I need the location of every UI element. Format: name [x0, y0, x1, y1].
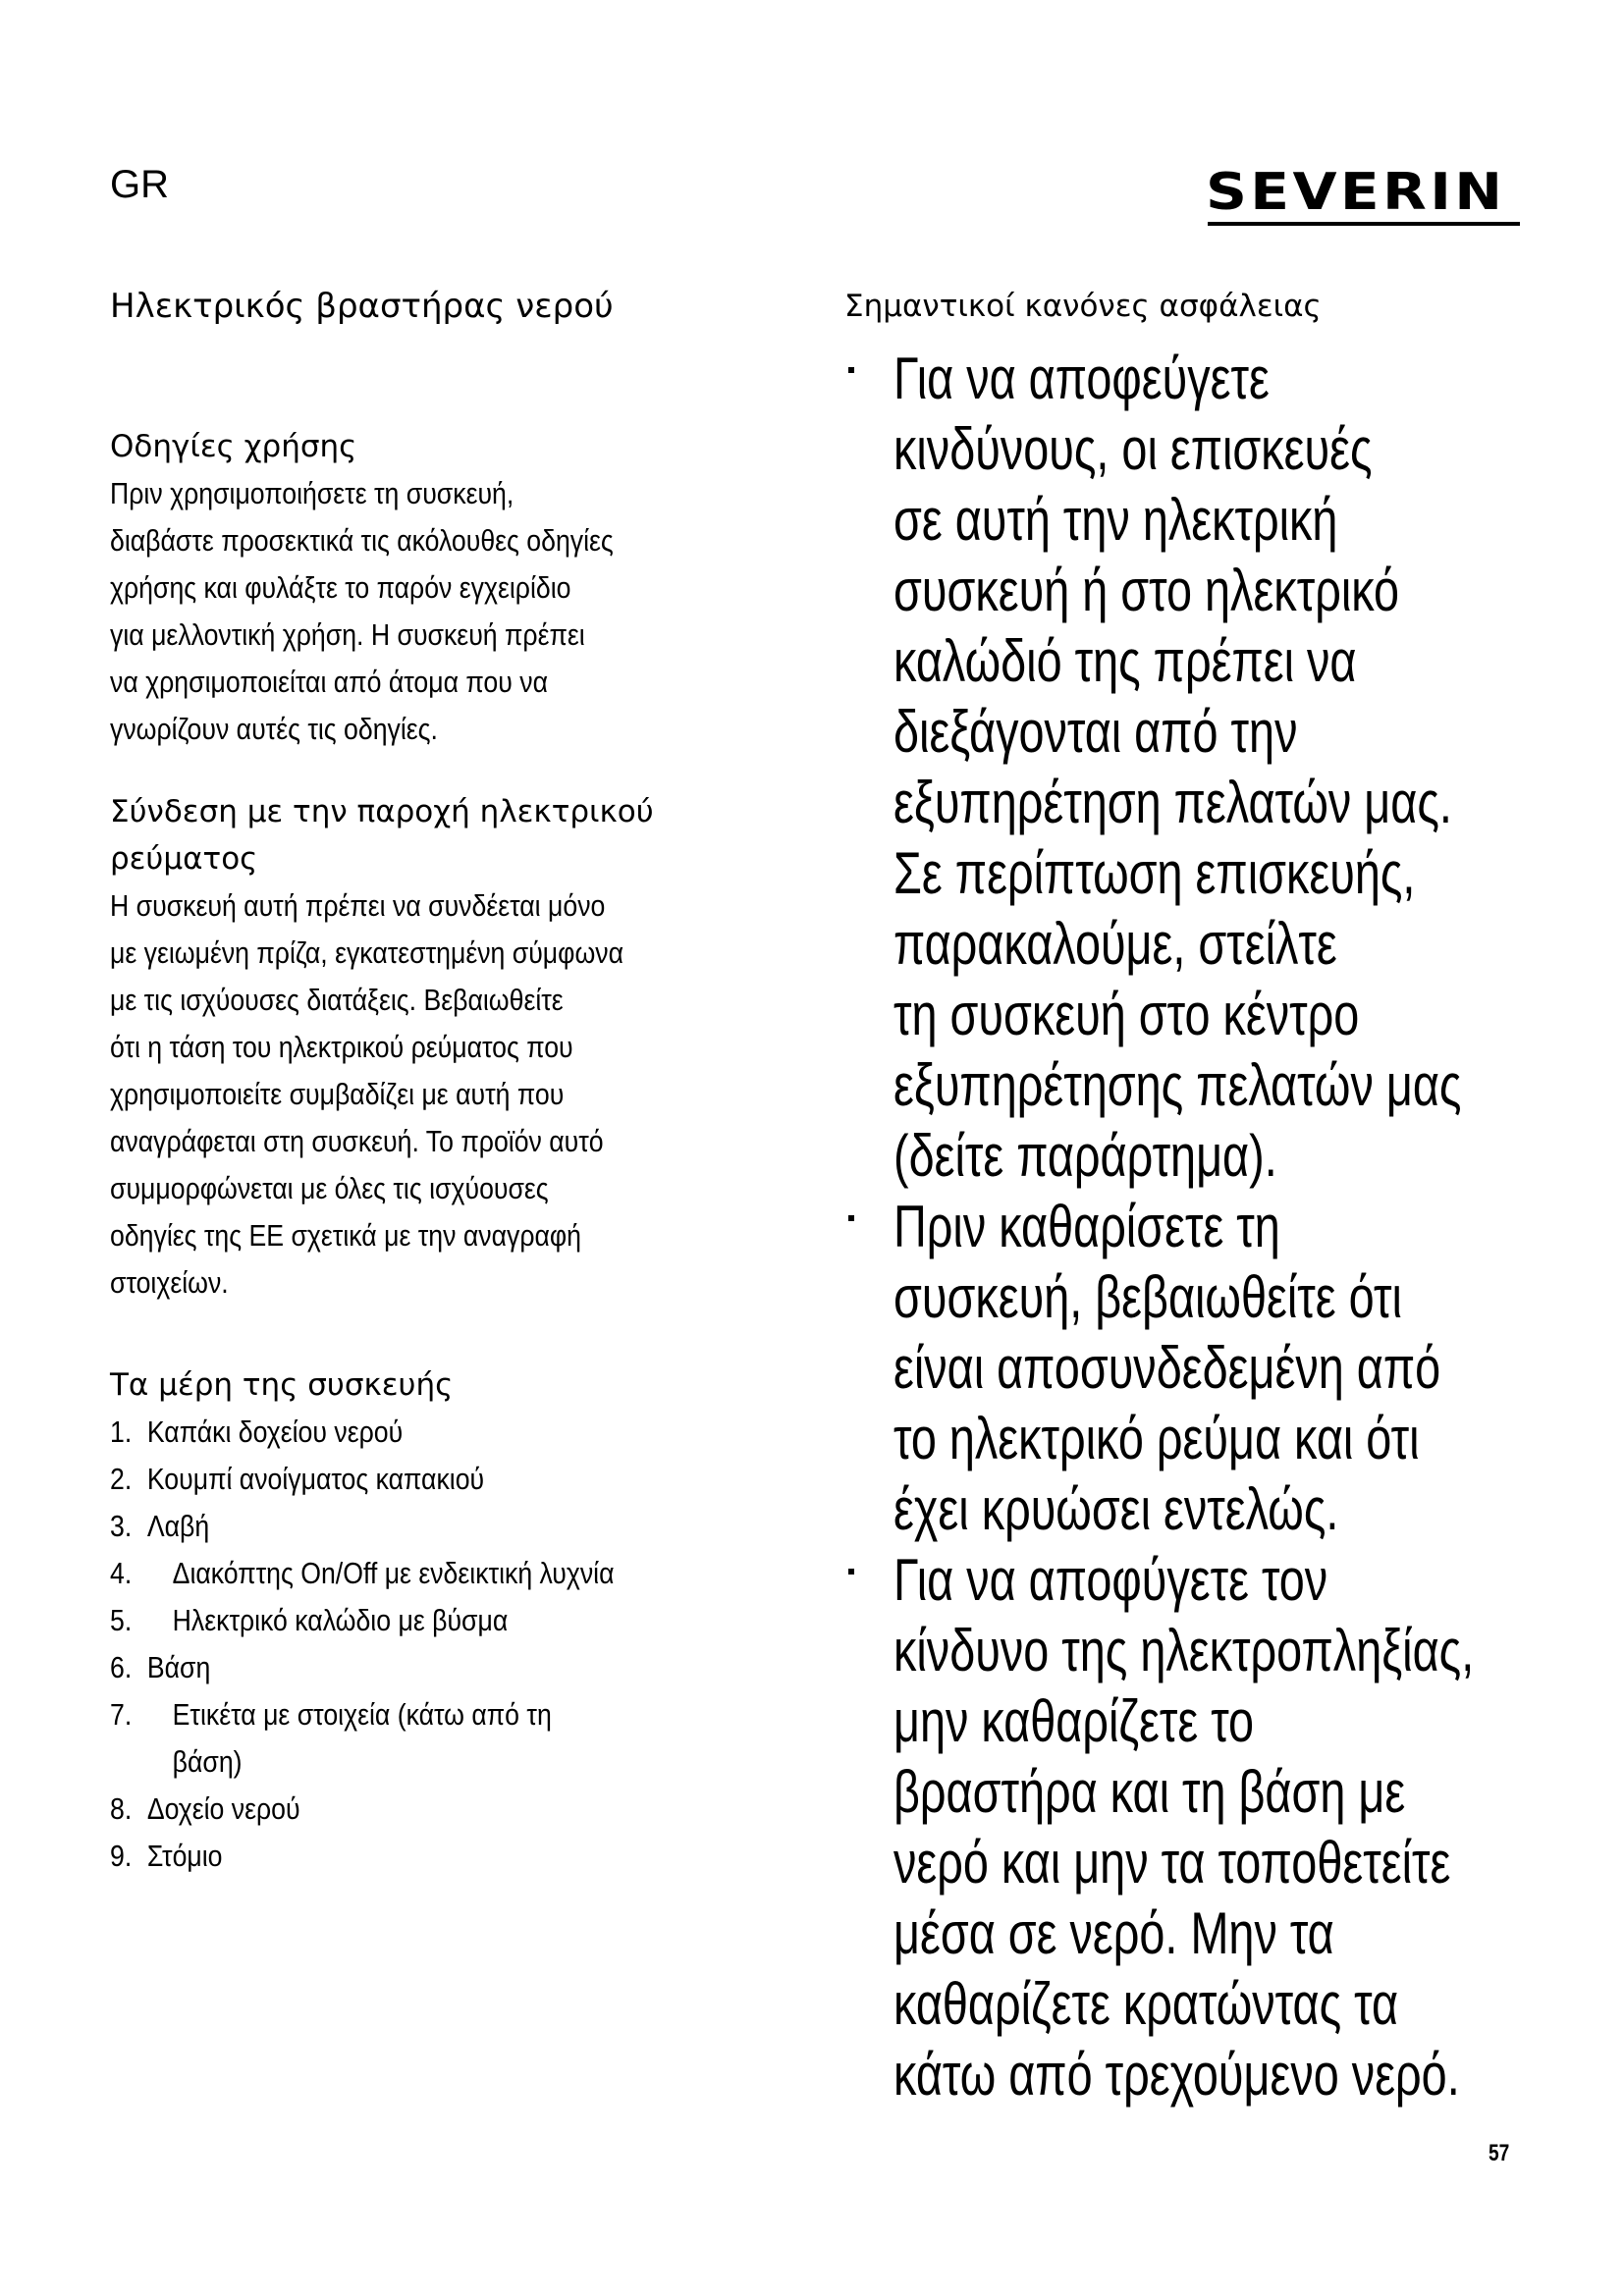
parts-list: [110, 1409, 785, 1880]
bullet-icon: [848, 1215, 854, 1221]
text-line: με γειωμένη πρίζα, εγκατεστημένη σύμφωνα: [110, 934, 624, 970]
item-text: Καπάκι δοχείου νερού: [146, 1414, 404, 1449]
safety-rule-text: Πριν καθαρίσετε τη συσκευή, βεβαιωθείτε ότι είναι αποσυνδεδεμένη από το ηλεκτρικό ρεύμα και ότι έχει κρυώσει εντελώς.: [893, 1194, 1441, 1542]
list-item: [110, 1456, 785, 1503]
list-item: [110, 1786, 785, 1833]
item-text: Βάση: [146, 1649, 211, 1684]
item-number: 3.: [110, 1508, 133, 1543]
brand-name: SEVERIN: [1206, 163, 1506, 222]
item-text: Λαβή: [146, 1508, 210, 1543]
safety-heading: Σημαντικοί κανόνες ασφάλειας: [844, 289, 1322, 324]
item-number: 2.: [110, 1461, 133, 1496]
severin-logo: [1206, 163, 1520, 226]
item-text: Ηλεκτρικό καλώδιο με βύσμα: [172, 1602, 509, 1637]
bullet-icon: [848, 367, 854, 373]
text-line: χρήσης και φυλάξτε το παρόν εγχειρίδιο: [110, 569, 571, 605]
text-line: γνωρίζουν αυτές τις οδηγίες.: [110, 711, 438, 746]
list-item: [844, 344, 1532, 1192]
list-item: [844, 1192, 1532, 1545]
item-number: 4.: [110, 1555, 133, 1590]
item-number: [110, 1738, 173, 1786]
page-number: 57: [1489, 2140, 1510, 2166]
text-line: διαβάστε προσεκτικά τις ακόλουθες οδηγίες: [110, 522, 614, 558]
power-heading: [110, 788, 817, 882]
text-line: χρησιμοποιείτε συμβαδίζει με αυτή που: [110, 1076, 565, 1111]
left-column: [110, 287, 817, 1880]
item-number: 9.: [110, 1838, 133, 1873]
item-text: βάση): [172, 1743, 243, 1779]
usage-instructions-section: [110, 423, 817, 753]
usage-text: [110, 470, 785, 753]
list-item: [110, 1738, 785, 1786]
list-item: [844, 1545, 1532, 2110]
text-line: με τις ισχύουσες διατάξεις. Βεβαιωθείτε: [110, 982, 564, 1017]
item-text: Στόμιο: [146, 1838, 223, 1873]
text-line: οδηγίες της ΕΕ σχετικά με την αναγραφή: [110, 1217, 582, 1253]
text-line: να χρησιμοποιείται από άτομα που να: [110, 664, 548, 699]
bullet-icon: [848, 1569, 854, 1575]
list-item: [110, 1691, 785, 1738]
safety-rules-list: [844, 344, 1532, 2110]
item-number: 8.: [110, 1790, 133, 1826]
usage-heading: Οδηγίες χρήσης: [110, 428, 357, 464]
text-line: ότι η τάση του ηλεκτρικού ρεύματος που: [110, 1029, 573, 1064]
logo-underline: [1208, 222, 1520, 226]
list-item: [110, 1503, 785, 1550]
item-number: 7.: [110, 1696, 133, 1732]
text-line: αναγράφεται στη συσκευή. Το προϊόν αυτό: [110, 1123, 604, 1158]
parts-section: [110, 1362, 817, 1880]
language-code: GR: [110, 163, 169, 206]
document-title: Ηλεκτρικός βραστήρας νερού: [110, 287, 614, 326]
list-item: [110, 1833, 785, 1880]
text-line: Η συσκευή αυτή πρέπει να συνδέεται μόνο: [110, 887, 606, 923]
text-line: συμμορφώνεται με όλες τις ισχύουσες: [110, 1170, 549, 1205]
safety-rule-text: Για να αποφεύγετε κινδύνους, οι επισκευές σε αυτή την ηλεκτρική συσκευή ή στο ηλεκτρικό καλώδιό της πρέπει να διεξάγονται από την εξυπηρέτηση πελατών μας. Σε περίπτωση επισκευής, παρακαλούμε, στείλτε τη συσκευή στο κέντρο εξυπηρέτησης πελατών μας (δείτε παράρτημα).: [893, 346, 1462, 1189]
power-connection-section: [110, 788, 817, 1307]
item-text: Κουμπί ανοίγματος καπακιού: [146, 1461, 485, 1496]
safety-rule-text: Για να αποφύγετε τον κίνδυνο της ηλεκτροπληξίας, μην καθαρίζετε το βραστήρα και τη βάση με νερό και μην τα τοποθετείτε μέσα σε νερό. Μην τα καθαρίζετε κρατώντας τα κάτω από τρεχούμενο νερό.: [893, 1547, 1475, 2108]
list-item: [110, 1644, 785, 1691]
power-heading-line: ρεύματος: [110, 840, 258, 877]
item-text: Δοχείο νερού: [146, 1790, 300, 1826]
parts-heading: Τα μέρη της συσκευής: [110, 1366, 454, 1403]
text-line: στοιχείων.: [110, 1264, 229, 1300]
item-number: 1.: [110, 1414, 133, 1449]
text-line: για μελλοντική χρήση. Η συσκευή πρέπει: [110, 616, 585, 652]
list-item: [110, 1550, 785, 1597]
list-item: [110, 1597, 785, 1644]
item-number: 6.: [110, 1649, 133, 1684]
right-column: [844, 283, 1532, 2110]
item-text: Ετικέτα με στοιχεία (κάτω από τη: [172, 1696, 552, 1732]
list-item: [110, 1409, 785, 1456]
item-text: Διακόπτης On/Off με ενδεικτική λυχνία: [172, 1555, 615, 1590]
item-number: 5.: [110, 1602, 133, 1637]
power-text: [110, 882, 785, 1307]
power-heading-line: Σύνδεση με την παροχή ηλεκτρικού: [110, 793, 654, 829]
text-line: Πριν χρησιμοποιήσετε τη συσκευή,: [110, 475, 514, 510]
